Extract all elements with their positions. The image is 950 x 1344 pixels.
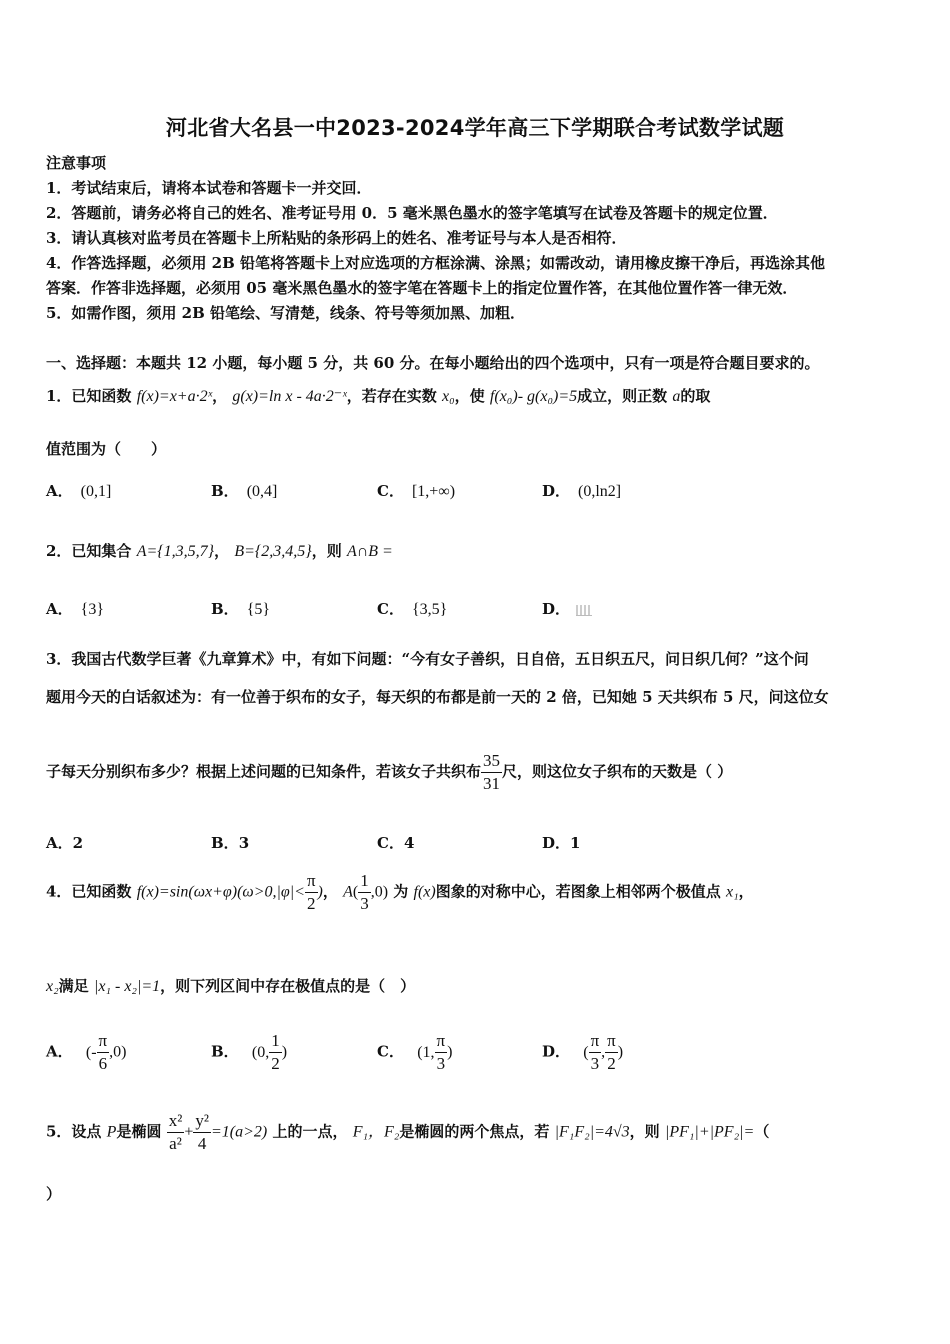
option-fraction bbox=[269, 1030, 282, 1075]
q2-set-a: A={1,3,5,7} bbox=[136, 543, 215, 560]
notice-item: 2．答题前，请务必将自己的姓名、准考证号用 0．5 毫米黑色墨水的签字笔填写在试卷及答题卡的规定位置． bbox=[46, 204, 778, 222]
q2-option-a[interactable] bbox=[46, 598, 104, 619]
q4-point-x bbox=[358, 870, 371, 915]
q5-foci: F₁，F₂ bbox=[352, 1123, 400, 1141]
q1-text: 的取 bbox=[680, 387, 711, 405]
fraction-denominator: 4 bbox=[197, 1134, 207, 1153]
option-mid: , bbox=[601, 1043, 606, 1061]
option-post: ) bbox=[617, 1043, 624, 1061]
question-1-continuation: 值范围为（ ） bbox=[46, 440, 167, 458]
fraction-numerator: y² bbox=[193, 1110, 211, 1133]
option-fraction bbox=[435, 1030, 448, 1075]
fraction-numerator: π bbox=[605, 1030, 618, 1053]
q4-point-tail: ,0 bbox=[370, 883, 383, 901]
q4-abs-condition: |x₁ - x₂|=1 bbox=[93, 978, 161, 995]
q3-fraction bbox=[481, 750, 502, 795]
notice-item: 3．请认真核对监考员在答题卡上所粘贴的条形码上的姓名、准考证号与本人是否相符． bbox=[46, 229, 627, 247]
q2-text: ，则 bbox=[311, 542, 342, 560]
option-label: B． bbox=[211, 600, 239, 618]
question-4-stem: 4．已知函数 f(x)=sin(ωx+φ)(ω>0,|φ|< $\frac{\pi}{2}$ )， A( $\frac{1}{3}$ ,0) 为 f(x)图象的对称中心，若图象上相邻两个极值点 x₁， bbox=[46, 871, 754, 913]
option-pre: (0, bbox=[251, 1043, 270, 1061]
q1-option-b[interactable] bbox=[211, 480, 277, 501]
q5-prefix: 5．设点 bbox=[46, 1122, 102, 1141]
broken-formula-image-icon bbox=[576, 605, 592, 616]
q5-fraction-y bbox=[193, 1110, 211, 1155]
question-5-stem bbox=[46, 1110, 769, 1155]
q4-point-label: A bbox=[343, 883, 353, 901]
option-post: ,0) bbox=[109, 1043, 127, 1061]
option-value: (0,4] bbox=[246, 483, 278, 500]
fraction-numerator: x² bbox=[167, 1110, 185, 1133]
option-post: ) bbox=[447, 1043, 453, 1061]
question-1-stem bbox=[46, 385, 710, 406]
q4-condition-open: (ω>0,|φ|< bbox=[237, 883, 305, 901]
q5-point: P bbox=[106, 1123, 117, 1141]
q4-x1: x₁ bbox=[725, 883, 739, 901]
option-value: 3 bbox=[238, 834, 250, 852]
option-label: B． bbox=[211, 482, 239, 500]
q3-option-c[interactable] bbox=[377, 832, 414, 853]
option-label: A． bbox=[46, 482, 73, 500]
q4-option-c[interactable] bbox=[377, 1030, 452, 1075]
option-fraction bbox=[589, 1030, 602, 1075]
q2-sep: ， bbox=[214, 542, 230, 560]
q5-text: 上的一点， bbox=[272, 1122, 348, 1141]
q5-text: 是椭圆的两个焦点，若 bbox=[399, 1122, 550, 1141]
option-value: 2 bbox=[72, 834, 84, 852]
fraction-numerator: π bbox=[305, 870, 318, 893]
option-value: {5} bbox=[246, 601, 271, 618]
q2-option-c[interactable] bbox=[377, 598, 447, 619]
q3-text: 尺，则这位女子织布的天数是（ ） bbox=[502, 762, 733, 781]
fraction-numerator: π bbox=[435, 1030, 448, 1053]
q1-x0: x₀ bbox=[442, 388, 455, 405]
fraction-numerator: 1 bbox=[269, 1030, 282, 1053]
q3-option-d[interactable] bbox=[542, 832, 580, 853]
option-label: C． bbox=[377, 482, 404, 500]
option-value: 4 bbox=[403, 834, 415, 852]
question-4-continuation bbox=[46, 975, 415, 996]
q1-text: ，若存在实数 bbox=[346, 387, 437, 405]
q4-option-b[interactable] bbox=[211, 1030, 287, 1075]
q5-text: 是椭圆 bbox=[116, 1122, 162, 1141]
q3-option-a[interactable] bbox=[46, 832, 83, 853]
q1-text: ，使 bbox=[454, 387, 485, 405]
fraction-denominator: 2 bbox=[271, 1054, 280, 1073]
fraction-numerator: 35 bbox=[481, 750, 502, 773]
fraction-numerator: 1 bbox=[358, 870, 371, 893]
option-label: C． bbox=[377, 834, 404, 852]
q4-sep: ， bbox=[322, 882, 338, 901]
q4-fx: f(x) bbox=[413, 883, 436, 901]
q5-fraction-x bbox=[167, 1110, 185, 1155]
question-3-line: 3．我国古代数学巨著《九章算术》中，有如下问题：“今有女子善织，日自倍，五日织五尺，问日织几何？”这个问 bbox=[46, 650, 809, 668]
notice-item: 5．如需作图，须用 2B 铅笔绘、写清楚，线条、符号等须加黑、加粗． bbox=[46, 304, 525, 322]
q5-equation-tail: =1(a>2) bbox=[210, 1123, 268, 1141]
option-label: C． bbox=[377, 600, 404, 618]
q2-option-d[interactable] bbox=[542, 598, 592, 619]
fraction-denominator: 3 bbox=[360, 894, 369, 913]
option-post: ) bbox=[281, 1043, 288, 1061]
section-heading: 一、选择题：本题共 12 小题，每小题 5 分，共 60 分。在每小题给出的四个选项中，只有一项是符合题目要求的。 bbox=[46, 354, 820, 372]
fraction-numerator: π bbox=[589, 1030, 602, 1053]
option-label: B． bbox=[211, 1042, 239, 1061]
q3-option-b[interactable] bbox=[211, 832, 249, 853]
notice-item: 1．考试结束后，请将本试卷和答题卡一并交回． bbox=[46, 179, 372, 197]
notice-item: 4．作答选择题，必须用 2B 铅笔将答题卡上对应选项的方框涂满、涂黑；如需改动，请用橡皮擦干净后，再选涂其他 bbox=[46, 254, 826, 272]
q1-option-a[interactable] bbox=[46, 480, 111, 501]
q4-prefix: 4．已知函数 bbox=[46, 882, 132, 901]
option-label: A． bbox=[46, 834, 73, 852]
fraction-denominator: 3 bbox=[436, 1054, 446, 1073]
fraction-denominator: a² bbox=[169, 1134, 182, 1153]
q4-pi-over-2 bbox=[305, 870, 318, 915]
option-value: (0,ln2] bbox=[578, 483, 622, 500]
q5-text: ，则 bbox=[629, 1122, 660, 1141]
q1-prefix: 1．已知函数 bbox=[46, 387, 132, 405]
fraction-denominator: 6 bbox=[98, 1054, 108, 1073]
option-value: {3} bbox=[80, 601, 104, 618]
option-value: 1 bbox=[570, 834, 581, 852]
q5-expression: |PF₁|+|PF₂|= bbox=[664, 1123, 755, 1141]
option-label: C． bbox=[377, 1042, 404, 1061]
q4-text: 图象的对称中心，若图象上相邻两个极值点 bbox=[435, 882, 721, 901]
question-3-line: 题用今天的白话叙述为：有一位善于织布的女子，每天织的布都是前一天的 2 倍，已知她 5 天共织布 5 尺，问这位女 bbox=[46, 688, 829, 706]
option-pre: ( bbox=[583, 1043, 589, 1061]
option-value: [1,+∞) bbox=[411, 483, 456, 500]
q4-text: 满足 bbox=[58, 977, 89, 995]
q1-f-expression: f(x)=x+a·2ˣ bbox=[136, 388, 213, 405]
q1-option-d[interactable] bbox=[542, 480, 621, 501]
option-fraction bbox=[97, 1030, 110, 1075]
q4-option-a[interactable] bbox=[46, 1030, 126, 1075]
option-value: {3,5} bbox=[411, 601, 448, 618]
fraction-denominator: 3 bbox=[590, 1054, 600, 1073]
q2-set-b: B={2,3,4,5} bbox=[234, 543, 312, 560]
option-label: D． bbox=[542, 482, 571, 500]
option-label: B． bbox=[211, 834, 239, 852]
q1-text: 成立，则正数 bbox=[577, 387, 668, 405]
q4-option-d[interactable] bbox=[542, 1030, 623, 1075]
question-2-stem bbox=[46, 540, 393, 561]
question-3-line bbox=[46, 750, 732, 795]
option-label: D． bbox=[542, 834, 571, 852]
option-label: D． bbox=[542, 1042, 571, 1061]
fraction-denominator: 2 bbox=[607, 1054, 616, 1073]
notice-item: 答案．作答非选择题，必须用 05 毫米黑色墨水的签字笔在答题卡上的指定位置作答，在其他位置作答一律无效． bbox=[46, 279, 798, 297]
option-label: D． bbox=[542, 600, 571, 618]
notice-heading: 注意事项 bbox=[46, 154, 107, 172]
option-label: A． bbox=[46, 600, 73, 618]
q4-x2: x₂ bbox=[46, 978, 59, 995]
q5-text: （ bbox=[754, 1122, 770, 1141]
q4-condition-close: ) bbox=[317, 883, 323, 901]
q4-text: ，则下列区间中存在极值点的是（ ） bbox=[160, 977, 416, 995]
q1-a: a bbox=[672, 388, 681, 405]
q1-sep: ， bbox=[212, 387, 228, 405]
fraction-denominator: 2 bbox=[306, 894, 316, 913]
option-value: (0,1] bbox=[80, 483, 112, 500]
option-fraction bbox=[605, 1030, 618, 1075]
q2-expression: A∩B = bbox=[346, 543, 393, 560]
q5-plus: + bbox=[184, 1123, 194, 1141]
page-title: 河北省大名县一中2023-2024学年高三下学期联合考试数学试题 bbox=[165, 116, 785, 140]
q4-text: 为 bbox=[393, 882, 409, 901]
option-label: A． bbox=[46, 1042, 73, 1061]
q5-condition: |F₁F₂|=4√3 bbox=[554, 1123, 630, 1141]
q3-text: 子每天分别织布多少？根据上述问题的已知条件，若该女子共织布 bbox=[46, 762, 482, 781]
q1-condition: f(x₀)- g(x₀)=5 bbox=[489, 388, 578, 405]
fraction-numerator: π bbox=[97, 1030, 110, 1053]
q1-g-expression: g(x)=ln x - 4a·2⁻ˣ bbox=[232, 388, 347, 405]
question-5-close: ） bbox=[46, 1185, 62, 1203]
q1-option-c[interactable] bbox=[377, 480, 455, 501]
q2-option-b[interactable] bbox=[211, 598, 270, 619]
q4-text: ， bbox=[738, 882, 754, 901]
q4-f-expression: f(x)=sin(ωx+φ) bbox=[136, 883, 238, 901]
option-pre: (1, bbox=[417, 1043, 435, 1061]
option-pre: (- bbox=[85, 1043, 97, 1061]
fraction-denominator: 31 bbox=[483, 774, 501, 793]
q2-prefix: 2．已知集合 bbox=[46, 542, 132, 560]
